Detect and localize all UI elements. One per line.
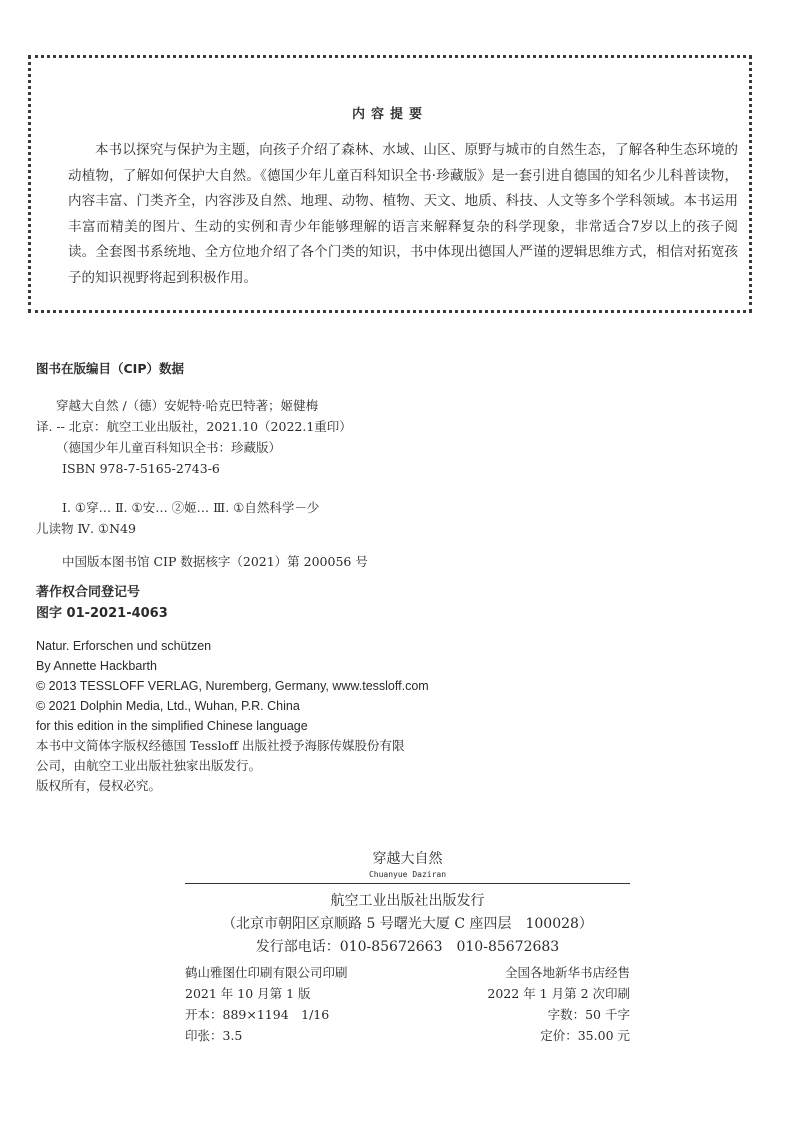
colophon-words: 字数：50 千字 xyxy=(547,1007,630,1022)
cip-line-isbn: ISBN 978-7-5165-2743-6 xyxy=(62,461,220,476)
cip-line-classification: Ⅰ. ①穿… Ⅱ. ①安… ②姬… Ⅲ. ①自然科学－少 xyxy=(62,500,320,515)
colophon-pinyin: Chuanyue Daziran xyxy=(368,870,447,879)
cip-block xyxy=(36,358,396,572)
summary-body: 本书以探究与保护为主题，向孩子介绍了森林、水域、山区、原野与城市的自然生态，了解各种生态环境的动植物，了解如何保护大自然。《德国少年儿童百科知识全书·珍藏版》是一套引进自德国的知名少儿科普读物，内容丰富、门类齐全，内容涉及自然、地理、动物、植物、天文、地质、科技、人文等多个学科领域。本书运用丰富而精美的图片、生动的实例和青少年能够理解的语言来解释复杂的科学现象，非常适合7岁以上的孩子阅读。全套图书系统地、全方位地介绍了各个门类的知识，书中体现出德国人严谨的逻辑思维方式，相信对拓宽孩子的知识视野将起到积极作用。 xyxy=(68,142,738,286)
colophon-details xyxy=(185,962,630,1046)
colophon-divider xyxy=(185,883,630,884)
colophon-printer: 鹤山雅图仕印刷有限公司印刷 xyxy=(185,965,348,980)
cip-line-classification-cont: 儿读物 Ⅳ. ①N49 xyxy=(36,521,136,536)
colophon-address: （北京市朝阳区京顺路 5 号曙光大厦 C 座四层 100028） xyxy=(222,916,593,932)
cip-heading: 图书在版编目（CIP）数据 xyxy=(36,361,184,376)
colophon-phone: 发行部电话：010-85672663 010-85672683 xyxy=(255,939,560,955)
original-author: By Annette Hackbarth xyxy=(36,659,157,673)
original-title: Natur. Erforschen und schützen xyxy=(36,639,212,653)
rights-reserved: 版权所有，侵权必究。 xyxy=(36,778,162,793)
copyright-registration xyxy=(36,582,168,624)
cip-line-publisher: 译. -- 北京：航空工业出版社，2021.10（2022.1重印） xyxy=(36,419,352,434)
colophon-sheets: 印张：3.5 xyxy=(185,1028,243,1043)
colophon-printing: 2022 年 1 月第 2 次印刷 xyxy=(487,986,630,1001)
copyright-translation: © 2021 Dolphin Media, Ltd., Wuhan, P.R. China xyxy=(36,699,300,713)
copyright-reg-label: 著作权合同登记号 xyxy=(36,585,141,600)
colophon-edition: 2021 年 10 月第 1 版 xyxy=(185,986,311,1001)
copyright-reg-number: 图字 01-2021-4063 xyxy=(36,606,168,621)
copyright-edition-note: for this edition in the simplified Chinese language xyxy=(36,719,308,733)
colophon-publisher: 航空工业出版社出版发行 xyxy=(330,893,485,909)
copyright-original: © 2013 TESSLOFF VERLAG, Nuremberg, Germany, www.tessloff.com xyxy=(36,679,429,693)
colophon-format: 开本：889×1194 1/16 xyxy=(185,1007,330,1022)
cip-line-record: 中国版本图书馆 CIP 数据核字（2021）第 200056 号 xyxy=(62,554,368,569)
rights-statement-line1: 本书中文简体字版权经德国 Tessloff 出版社授予海豚传媒股份有限 xyxy=(36,738,405,753)
summary-title: 内容提要 xyxy=(351,107,428,122)
colophon-book-title: 穿越大自然 xyxy=(372,851,443,867)
cip-line-title: 穿越大自然 /（德）安妮特·哈克巴特著；姬健梅 xyxy=(56,398,319,413)
colophon-price: 定价：35.00 元 xyxy=(540,1028,630,1043)
rights-statement-line2: 公司，由航空工业出版社独家出版发行。 xyxy=(36,758,262,773)
colophon-distributor: 全国各地新华书店经售 xyxy=(504,965,630,980)
colophon xyxy=(185,848,630,1046)
foreign-rights xyxy=(36,636,429,796)
cip-line-series: （德国少年儿童百科知识全书：珍藏版） xyxy=(56,440,282,455)
summary-box xyxy=(28,55,752,313)
